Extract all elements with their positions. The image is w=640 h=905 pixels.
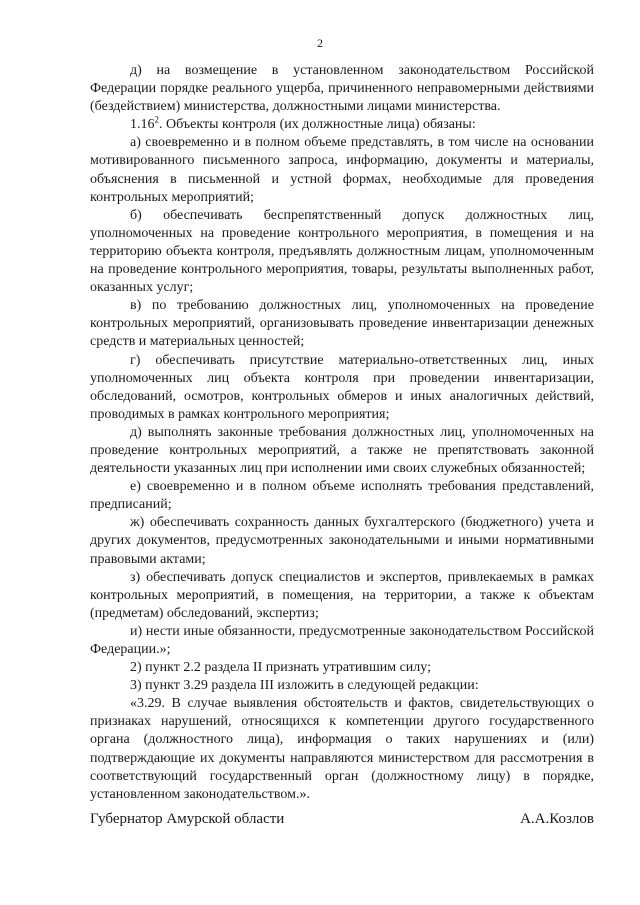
paragraph-e: е) своевременно и в полном объеме исполнять требования представлений, предписаний;: [90, 479, 594, 513]
clause-superscript: 2: [154, 114, 159, 125]
paragraph-item-2: 2) пункт 2.2 раздела II признать утратившим силу;: [130, 660, 431, 676]
paragraph-zh: ж) обеспечивать сохранность данных бухгалтерского (бюджетного) учета и других документов, предусмотренных законодательными и иными нормативными правовыми актами;: [90, 515, 594, 567]
clause-heading-text: . Объекты контроля (их должностные лица) обязаны:: [159, 117, 476, 133]
page-number: 2: [317, 36, 323, 50]
signatory-name: А.А.Козлов: [520, 811, 594, 827]
clause-number: 1.16: [130, 117, 155, 133]
document-body: [90, 62, 594, 804]
paragraph-1-16-heading: [90, 116, 594, 134]
paragraph-d: д) выполнять законные требования должностных лиц, уполномоченных на проведение контрольных мероприятий, а также не препятствовать законной деятельности указанных лиц при исполнении ими своих служебных обязанностей;: [90, 424, 594, 477]
signature-block: [90, 811, 594, 828]
paragraph-a: а) своевременно и в полном объеме представлять, в том числе на основании мотивированного письменного запроса, информацию, документы и материалы, объяснения в письменной и устной формах, необходимые для проведения контрольных мероприятий;: [90, 135, 594, 205]
paragraph-b: б) обеспечивать беспрепятственный допуск должностных лиц, уполномоченных на проведение контрольного мероприятия, в помещения и на территорию объекта контроля, предъявлять должностным лицам, уполномоченным на проведение контрольного мероприятия, товары, результаты выполненных работ, оказанных услуг;: [90, 207, 594, 296]
paragraph-1d-compensation: д) на возмещение в установленном законодательством Российской Федерации порядке реального ущерба, причиненного неправомерными действиями (бездействием) министерства, должностными лицами министерства.: [90, 63, 594, 115]
paragraph-z: з) обеспечивать допуск специалистов и экспертов, привлекаемых в рамках контрольных мероприятий, в помещения, на территории, а также к объектам (предметам) обследований, экспертиз;: [90, 569, 594, 621]
paragraph-v: в) по требованию должностных лиц, уполномоченных на проведение контрольных мероприятий, организовывать проведение инвентаризации денежных средств и материальных ценностей;: [90, 298, 594, 350]
signatory-title: Губернатор Амурской области: [90, 811, 285, 827]
paragraph-3-29: «3.29. В случае выявления обстоятельств и фактов, свидетельствующих о признаках нарушений, относящихся к компетенции другого государственного органа (должностного лица), информация о таких нарушениях и (или) подтверждающие их документы направляются министерством для рассмотрения в соответствующий государственный орган (должностному лицу) в порядке, установленном законодательством.».: [90, 696, 594, 802]
paragraph-g: г) обеспечивать присутствие материально-ответственных лиц, иных уполномоченных лиц объекта контроля при проведении инвентаризации, обследований, осмотров, контрольных обмеров и иных аналогичных действий, проводимых в рамках контрольного мероприятия;: [90, 352, 594, 422]
paragraph-i: и) нести иные обязанности, предусмотренные законодательством Российской Федерации.»;: [90, 623, 594, 657]
paragraph-item-3: 3) пункт 3.29 раздела III изложить в следующей редакции:: [130, 678, 479, 694]
